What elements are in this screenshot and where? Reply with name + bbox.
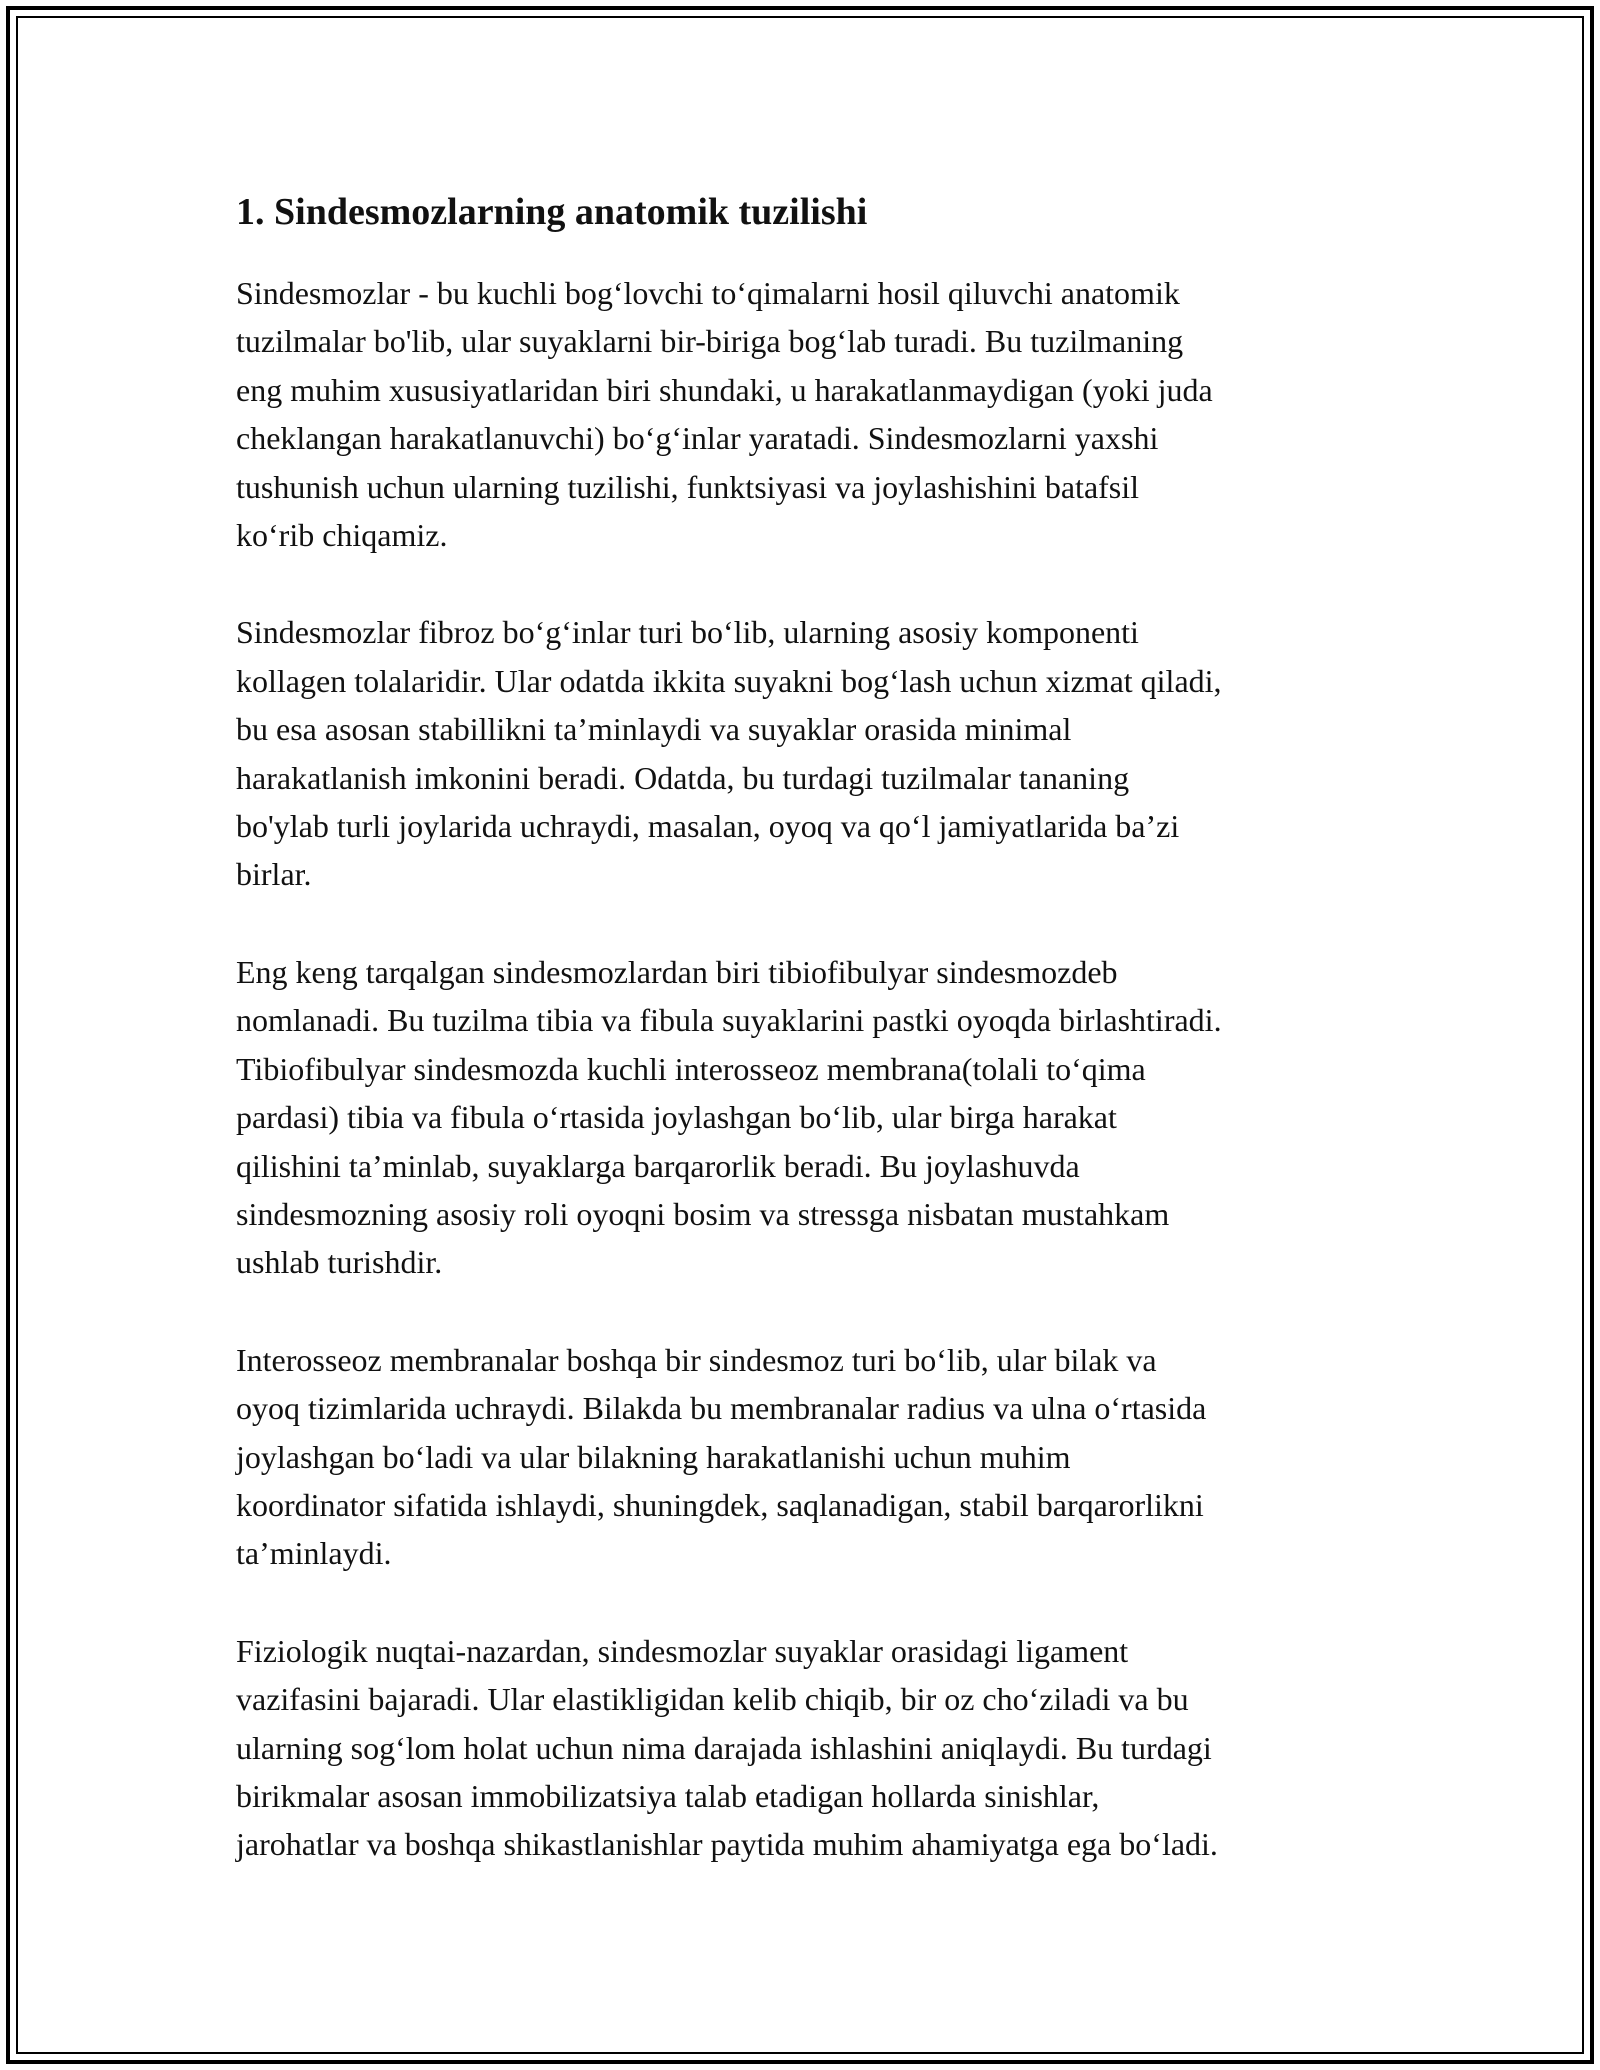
paragraph-line: harakatlanish imkonini beradi. Odatda, bu turdagi tuzilmalar tananing — [236, 759, 1130, 796]
paragraph-line: koordinator sifatida ishlaydi, shuningdek, saqlanadigan, stabil barqarorlikni — [236, 1486, 1204, 1523]
paragraph-line: Interosseoz membranalar boshqa bir sindesmoz turi bo‘lib, ular bilak va — [236, 1341, 1157, 1378]
paragraph-5 — [236, 1627, 1386, 1869]
paragraph-line: ushlab turishdir. — [236, 1244, 443, 1281]
paragraph-line: tuzilmalar bo'lib, ular suyaklarni bir-biriga bog‘lab turadi. Bu tuzilmaning — [236, 323, 1184, 360]
document-body — [236, 186, 1386, 1918]
paragraph-line: qilishini ta’minlab, suyaklarga barqarorlik beradi. Bu joylashuvda — [236, 1147, 1080, 1184]
paragraph-line: pardasi) tibia va fibula o‘rtasida joylashgan bo‘lib, ular birga harakat — [236, 1099, 1117, 1136]
paragraph-line: cheklangan harakatlanuvchi) bo‘g‘inlar yaratadi. Sindesmozlarni yaxshi — [236, 420, 1159, 457]
paragraph-line: Sindesmozlar - bu kuchli bog‘lovchi to‘qimalarni hosil qiluvchi anatomik — [236, 275, 1180, 311]
paragraph-line: nomlanadi. Bu tuzilma tibia va fibula suyaklarini pastki oyoqda birlashtiradi. — [236, 1002, 1222, 1039]
paragraph-line: eng muhim xususiyatlaridan biri shundaki, u harakatlanmaydigan (yoki juda — [236, 371, 1213, 408]
paragraph-line: jarohatlar va boshqa shikastlanishlar paytida muhim ahamiyatga ega bo‘ladi. — [236, 1826, 1218, 1863]
paragraph-line: Fiziologik nuqtai-nazardan, sindesmozlar suyaklar orasidagi ligament — [236, 1632, 1129, 1669]
paragraph-4 — [236, 1336, 1386, 1578]
paragraph-line: oyoq tizimlarida uchraydi. Bilakda bu membranalar radius va ulna o‘rtasida — [236, 1390, 1207, 1427]
paragraph-3 — [236, 948, 1386, 1287]
paragraph-line: Tibiofibulyar sindesmozda kuchli interosseoz membrana(tolali to‘qima — [236, 1050, 1146, 1087]
paragraph-line: joylashgan bo‘ladi va ular bilakning harakatlanishi uchun muhim — [236, 1438, 1071, 1475]
paragraph-line: Sindesmozlar fibroz bo‘g‘inlar turi bo‘lib, ularning asosiy komponenti — [236, 614, 1139, 651]
paragraph-line: bo'ylab turli joylarida uchraydi, masalan, oyoq va qo‘l jamiyatlarida ba’zi — [236, 808, 1180, 845]
paragraph-line: vazifasini bajaradi. Ular elastikligidan kelib chiqib, bir oz cho‘ziladi va bu — [236, 1681, 1189, 1718]
paragraph-line: Eng keng tarqalgan sindesmozlardan biri tibiofibulyar sindesmozdeb — [236, 953, 1118, 990]
paragraph-line: ta’minlaydi. — [236, 1535, 392, 1572]
paragraph-line: bu esa asosan stabillikni ta’minlaydi va suyaklar orasida minimal — [236, 711, 1072, 748]
paragraph-line: kollagen tolalaridir. Ular odatda ikkita suyakni bog‘lash uchun xizmat qiladi, — [236, 662, 1222, 699]
paragraph-2 — [236, 608, 1386, 898]
paragraph-line: sindesmozning asosiy roli oyoqni bosim va stressga nisbatan mustahkam — [236, 1195, 1170, 1232]
paragraph-line: birlar. — [236, 856, 312, 893]
paragraph-1 — [236, 269, 1386, 559]
paragraph-line: ko‘rib chiqamiz. — [236, 517, 448, 554]
section-title: 1. Sindesmozlarning anatomik tuzilishi — [236, 191, 868, 233]
paragraph-line: birikmalar asosan immobilizatsiya talab etadigan hollarda sinishlar, — [236, 1777, 1100, 1814]
paragraph-line: tushunish uchun ularning tuzilishi, funktsiyasi va joylashishini batafsil — [236, 468, 1140, 505]
paragraph-line: ularning sog‘lom holat uchun nima darajada ishlashini aniqlaydi. Bu turdagi — [236, 1729, 1212, 1766]
